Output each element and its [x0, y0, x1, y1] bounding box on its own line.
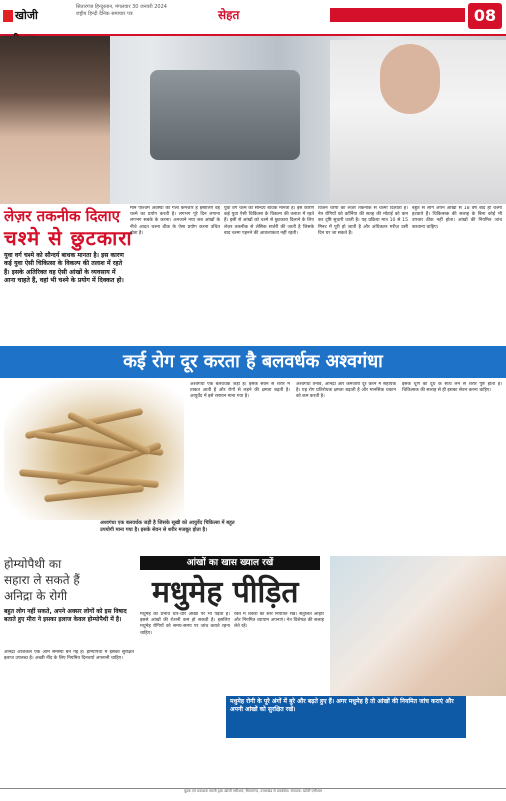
logo-text: खोजी	[15, 9, 38, 22]
diabetes-caption: मधुमेह रोगी के पूरे अंगों में बुरे और बढ़ते हुए हैं। अगर मधुमेह है तो आंखों की नियमित जांच कराएं और अपनी आंखों को सुरक्षित रखें।	[226, 696, 466, 738]
lasik-lede: युवा वर्ग चश्मे को सौन्दर्य बाधक मानता है। इस कारण कई युवा ऐसी चिकित्सा के विकल्प की तलाश में रहते हैं। इसके अतिरिक्त वह ऐसी आंखों के व्यवसाय में आना चाहते हैं, वहां भी चश्मे के प्रयोग में दिक्कत हो।	[4, 252, 124, 285]
ashwagandha-banner: कई रोग दूर करता है बलवर्धक अश्वगंधा	[0, 346, 506, 378]
ashwagandha-column-3: इसके चूर्ण को दूध के साथ लेने से शरीर पुष्ट होता है। चिकित्सक की सलाह से ही इसका सेवन करना चाहिए।	[402, 382, 502, 394]
header-accent-bar	[330, 8, 465, 22]
ashwagandha-column-2: अश्वगंधा तनाव, अनिद्रा और कमजोरी दूर करने में सहायक है। यह रोग प्रतिरोधक क्षमता बढ़ाती है और मानसिक थकान को कम करती है।	[296, 382, 396, 400]
ashwagandha-caption: अश्वगंधा एक बलवर्धक जड़ी है जिसके सूखी को आयुर्वेद चिकित्सा में बहुत उपयोगी माना गया है। इसके सेवन से शरीर मजबूत होता है।	[100, 520, 235, 533]
lasik-column-3: विजन थेरेपी का लेज़र तकनीक से चश्मा दिलाता है। नेत्र रोगियों को कॉर्निया की सतह की मोटाई को कम कर दृष्टि सुधारी जाती है। यह प्रक्रिया मात्र 10 से 15 मिनट में पूरी हो जाती है और अधिकतर मरीज़ उसी दिन घर जा सकते हैं।	[318, 206, 408, 236]
patient-figure	[0, 36, 110, 204]
masthead-meta	[76, 4, 196, 18]
ashwagandha-column-1: अश्वगंधा एक बलवर्धक जड़ी है। इसके सेवन से शरीर में ताकत आती है और रोगों से लड़ने की क्षमता बढ़ती है। आयुर्वेद में इसे रसायन माना गया है।	[190, 382, 290, 400]
diabetes-kicker: आंखों का खास ख्याल रखें	[140, 556, 320, 570]
logo-mark-icon	[3, 10, 13, 22]
homeopathy-headline-line3: अनिद्रा के रोगी	[4, 589, 68, 603]
newspaper-logo	[3, 4, 71, 28]
section-title: सेहत	[218, 8, 240, 22]
homeopathy-lede: बहुत लोग नहीं सकते, अपने अक्सर लोगों को इस विषाद बताते हुए मीरा ने इसका इलाज केवल होम्योपैथी में है।	[4, 608, 127, 623]
masthead-date: सितारगंज हिन्दुस्तान, मंगलवार 30 जनवरी 2024	[76, 4, 167, 10]
page-number: 08	[468, 3, 502, 29]
masthead-tagline: राष्ट्रीय हिन्दी दैनिक समाचार पत्र	[76, 11, 133, 17]
lasik-headline-line2: चश्मे से छुटकारा	[4, 226, 133, 250]
diabetes-column-1: मधुमेह का प्रभाव धीरे-धीरे आंखों पर भी पड़ता है। इससे आंखों की रोशनी कम हो सकती है। इसलिए मधुमेह रोगियों को समय-समय पर जांच कराते रहना चाहिए।	[140, 612, 230, 636]
doctor-head	[380, 44, 440, 114]
homeopathy-headline-line2: सहारा ले सकते हैं	[4, 573, 80, 587]
homeopathy-body: अनिद्रा आजकल एक आम समस्या बन गई है। होम्योपैथी में इसका सुरक्षित इलाज उपलब्ध है। अच्छी नींद के लिए नियमित दिनचर्या अपनानी चाहिए।	[4, 650, 134, 662]
homeopathy-headline-line1: होम्योपैथी का	[4, 557, 62, 571]
diabetes-column-2: रक्त में शर्करा का स्तर नियंत्रित रखें। संतुलित आहार और नियमित व्यायाम अपनाएं। नेत्र विशेषज्ञ की सलाह लेते रहें।	[234, 612, 324, 630]
lasik-column-4: बहुत से लोग अपने आंखों से 18 वर्ष बाद ही चश्मा हटवाते हैं। चिकित्सक की सलाह के बिना कोई भी उपचार ठीक नहीं होता। आंखों की नियमित जांच करवाना चाहिए।	[412, 206, 502, 230]
lasik-column-2: युवा वर्ग चश्मे को सौन्दर्य बाधक मानता है। इस कारण कई युवा ऐसी चिकित्सा के विकल्प की तलाश में रहते हैं। इसी से आंखों को चश्मे से छुटकारा दिलाने के लिए लेज़र तकनीक से लेसिक सर्जरी की जाती है जिसके बाद चश्मा पहनने की आवश्यकता नहीं रहती।	[224, 206, 314, 236]
ashwagandha-root-photo	[4, 380, 184, 520]
diabetes-photo	[330, 556, 506, 696]
diabetes-headline: मधुमेह पीड़ित	[152, 575, 299, 610]
imprint-footer: मुद्रक एवं प्रकाशक स्वामी द्वारा खोजी एसीआर, सितारगंज, उत्तराखंड से प्रकाशित। संपादक: खोजी एसीआर	[0, 788, 506, 801]
lasik-column-1: मौन पश्चिम अवस्था की गला कमजोर है इसीलिए वह चश्मे का प्रयोग करती है। लगभग पूरे दिन लगाना लगभग सबके के करना। अनजाने नया जब आंखों के नीचे आदत चश्मा ठीक के ऐसा प्रयोग करना उचित होता है।	[130, 206, 220, 236]
lasik-headline-line1: लेज़र तकनीक दिलाए	[4, 207, 120, 225]
eye-exam-machine	[150, 70, 300, 160]
